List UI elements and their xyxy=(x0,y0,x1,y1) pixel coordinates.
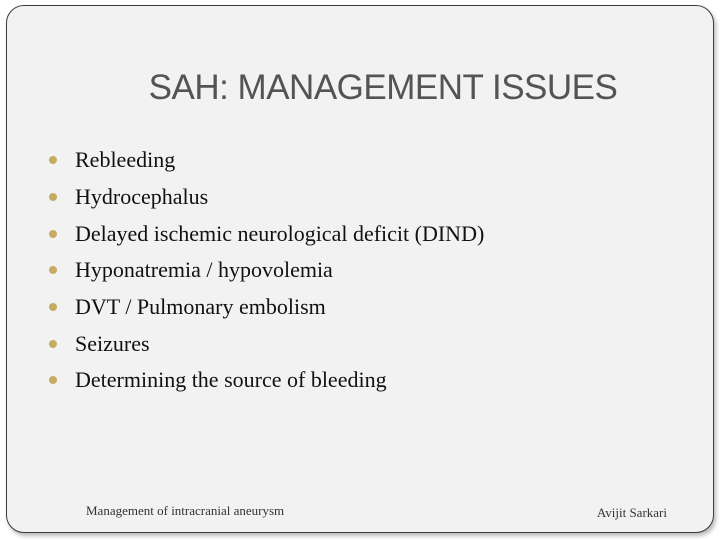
bullet-list xyxy=(47,142,484,399)
bullet-item xyxy=(47,179,484,216)
bullet-dot-icon xyxy=(49,230,57,238)
bullet-item xyxy=(47,325,484,362)
bullet-dot-icon xyxy=(49,303,57,311)
bullet-item xyxy=(47,252,484,289)
bullet-item xyxy=(47,215,484,252)
bullet-dot-icon xyxy=(49,193,57,201)
slide-title: SAH: MANAGEMENT ISSUES xyxy=(148,68,618,107)
bullet-item xyxy=(47,289,484,326)
bullet-dot-icon xyxy=(49,156,57,164)
bullet-text: Seizures xyxy=(75,330,150,356)
footer-author: Avijit Sarkari xyxy=(596,505,667,520)
bullet-text: Hyponatremia / hypovolemia xyxy=(75,257,333,283)
bullet-dot-icon xyxy=(49,266,57,274)
bullet-text: Delayed ischemic neurological deficit (DIND) xyxy=(75,220,485,246)
bullet-text: Determining the source of bleeding xyxy=(75,367,387,393)
bullet-dot-icon xyxy=(49,376,57,384)
bullet-text: DVT / Pulmonary embolism xyxy=(75,294,326,320)
slide xyxy=(6,5,714,533)
bullet-dot-icon xyxy=(49,340,57,348)
bullet-text: Rebleeding xyxy=(75,147,176,173)
footer-title: Management of intracranial aneurysm xyxy=(86,503,285,518)
bullet-item xyxy=(47,362,484,399)
bullet-text: Hydrocephalus xyxy=(75,184,209,210)
bullet-item xyxy=(47,142,484,179)
